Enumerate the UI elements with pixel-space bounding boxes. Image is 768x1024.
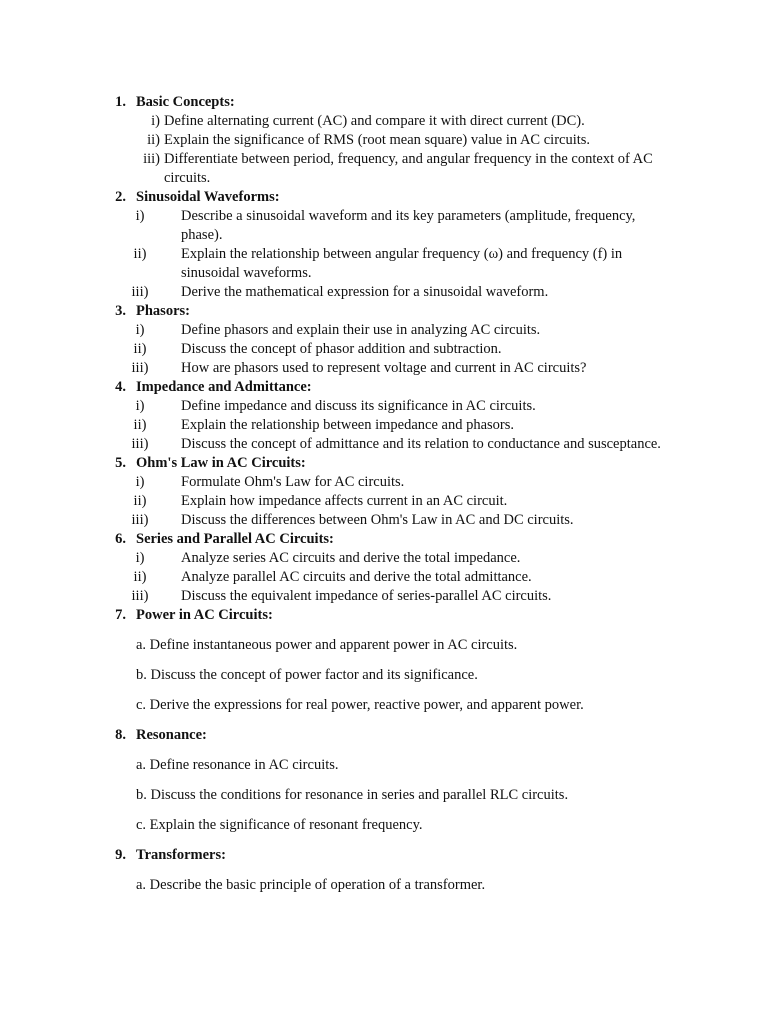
item-number: i) (135, 322, 145, 338)
section-title: Series and Parallel AC Circuits: (136, 531, 334, 547)
item-text: Define alternating current (AC) and compare it with direct current (DC). (164, 113, 585, 129)
item-text: Explain how impedance affects current in an AC circuit. (181, 493, 508, 509)
section-title: Power in AC Circuits: (136, 607, 273, 623)
item-text: Define impedance and discuss its significance in AC circuits. (181, 398, 536, 414)
item-text: Discuss the equivalent impedance of series-parallel AC circuits. (181, 588, 552, 604)
paragraph-item: b. Discuss the conditions for resonance in series and parallel RLC circuits. (136, 787, 569, 803)
item-text: Explain the relationship between angular frequency (ω) and frequency (f) in sinusoidal waveforms. (181, 246, 623, 281)
item-number: ii) (133, 246, 147, 262)
paragraph-item: a. Define instantaneous power and apparent power in AC circuits. (136, 637, 518, 653)
item-number: i) (135, 208, 145, 224)
section-sinusoidal-waveforms (0, 188, 768, 302)
item-text: Discuss the differences between Ohm's Law in AC and DC circuits. (181, 512, 574, 528)
section-number: 8. (115, 727, 126, 743)
section-title: Impedance and Admittance: (136, 379, 312, 395)
item-text: How are phasors used to represent voltage and current in AC circuits? (181, 360, 587, 376)
list-item (0, 416, 768, 435)
section-impedance-admittance (0, 378, 768, 454)
paragraph-item: c. Derive the expressions for real power, reactive power, and apparent power. (136, 697, 584, 713)
section-number: 5. (115, 455, 126, 471)
item-text: Describe a sinusoidal waveform and its key parameters (amplitude, frequency, phase). (181, 208, 636, 243)
section-resonance (0, 726, 768, 835)
item-number: i) (135, 550, 145, 566)
list-item (0, 397, 768, 416)
item-number: ii) (133, 569, 147, 585)
list-item (0, 473, 768, 492)
list-item (0, 435, 768, 454)
list-item (0, 549, 768, 568)
list-item (0, 492, 768, 511)
section-basic-concepts (0, 93, 768, 188)
section-heading (0, 378, 768, 397)
item-text: Define phasors and explain their use in analyzing AC circuits. (181, 322, 541, 338)
item-number: iii) (131, 512, 149, 528)
list-item (0, 283, 768, 302)
section-phasors (0, 302, 768, 378)
section-heading (0, 302, 768, 321)
section-title: Resonance: (136, 727, 207, 743)
item-number: i) (135, 398, 145, 414)
section-number: 2. (115, 189, 126, 205)
item-number: i) (135, 474, 145, 490)
section-heading (0, 188, 768, 207)
section-heading (0, 530, 768, 549)
item-text: Analyze parallel AC circuits and derive the total admittance. (181, 569, 532, 585)
item-text: Formulate Ohm's Law for AC circuits. (181, 474, 405, 490)
section-title: Sinusoidal Waveforms: (136, 189, 280, 205)
paragraph-item: b. Discuss the concept of power factor and its significance. (136, 667, 478, 683)
item-number: i) (151, 113, 160, 129)
paragraph-item: c. Explain the significance of resonant frequency. (136, 817, 423, 833)
item-text: Derive the mathematical expression for a sinusoidal waveform. (181, 284, 549, 300)
section-heading (0, 93, 768, 112)
item-text: Explain the relationship between impedance and phasors. (181, 417, 514, 433)
list-item (0, 340, 768, 359)
section-number: 6. (115, 531, 126, 547)
list-item (0, 207, 768, 245)
list-item (0, 245, 768, 283)
section-series-parallel (0, 530, 768, 606)
section-heading (0, 846, 768, 865)
item-number: ii) (147, 132, 160, 148)
item-text: Explain the significance of RMS (root mean square) value in AC circuits. (164, 132, 591, 148)
section-number: 9. (115, 847, 126, 863)
section-transformers (0, 846, 768, 895)
item-number: iii) (143, 151, 160, 167)
document-page (0, 93, 768, 895)
item-text: Differentiate between period, frequency, and angular frequency in the context of AC circuits. (164, 151, 653, 186)
section-heading (0, 454, 768, 473)
section-title: Basic Concepts: (136, 94, 235, 110)
section-title: Transformers: (136, 847, 226, 863)
item-number: iii) (131, 284, 149, 300)
item-number: ii) (133, 493, 147, 509)
item-number: iii) (131, 360, 149, 376)
paragraph-item: a. Define resonance in AC circuits. (136, 757, 339, 773)
section-number: 3. (115, 303, 126, 319)
list-item (0, 359, 768, 378)
section-power (0, 606, 768, 715)
list-item (0, 568, 768, 587)
item-text: Analyze series AC circuits and derive the total impedance. (181, 550, 521, 566)
list-item (0, 112, 768, 131)
section-number: 1. (115, 94, 126, 110)
section-heading (0, 726, 768, 745)
section-ohms-law (0, 454, 768, 530)
item-text: Discuss the concept of phasor addition and subtraction. (181, 341, 502, 357)
list-item (0, 150, 768, 188)
paragraph-item: a. Describe the basic principle of operation of a transformer. (136, 877, 486, 893)
section-number: 7. (115, 607, 126, 623)
item-number: ii) (133, 417, 147, 433)
section-title: Phasors: (136, 303, 190, 319)
section-heading (0, 606, 768, 625)
list-item (0, 321, 768, 340)
item-number: ii) (133, 341, 147, 357)
list-item (0, 587, 768, 606)
item-number: iii) (131, 436, 149, 452)
list-item (0, 131, 768, 150)
item-number: iii) (131, 588, 149, 604)
list-item (0, 511, 768, 530)
item-text: Discuss the concept of admittance and its relation to conductance and susceptance. (181, 436, 661, 452)
section-number: 4. (115, 379, 126, 395)
section-title: Ohm's Law in AC Circuits: (136, 455, 306, 471)
